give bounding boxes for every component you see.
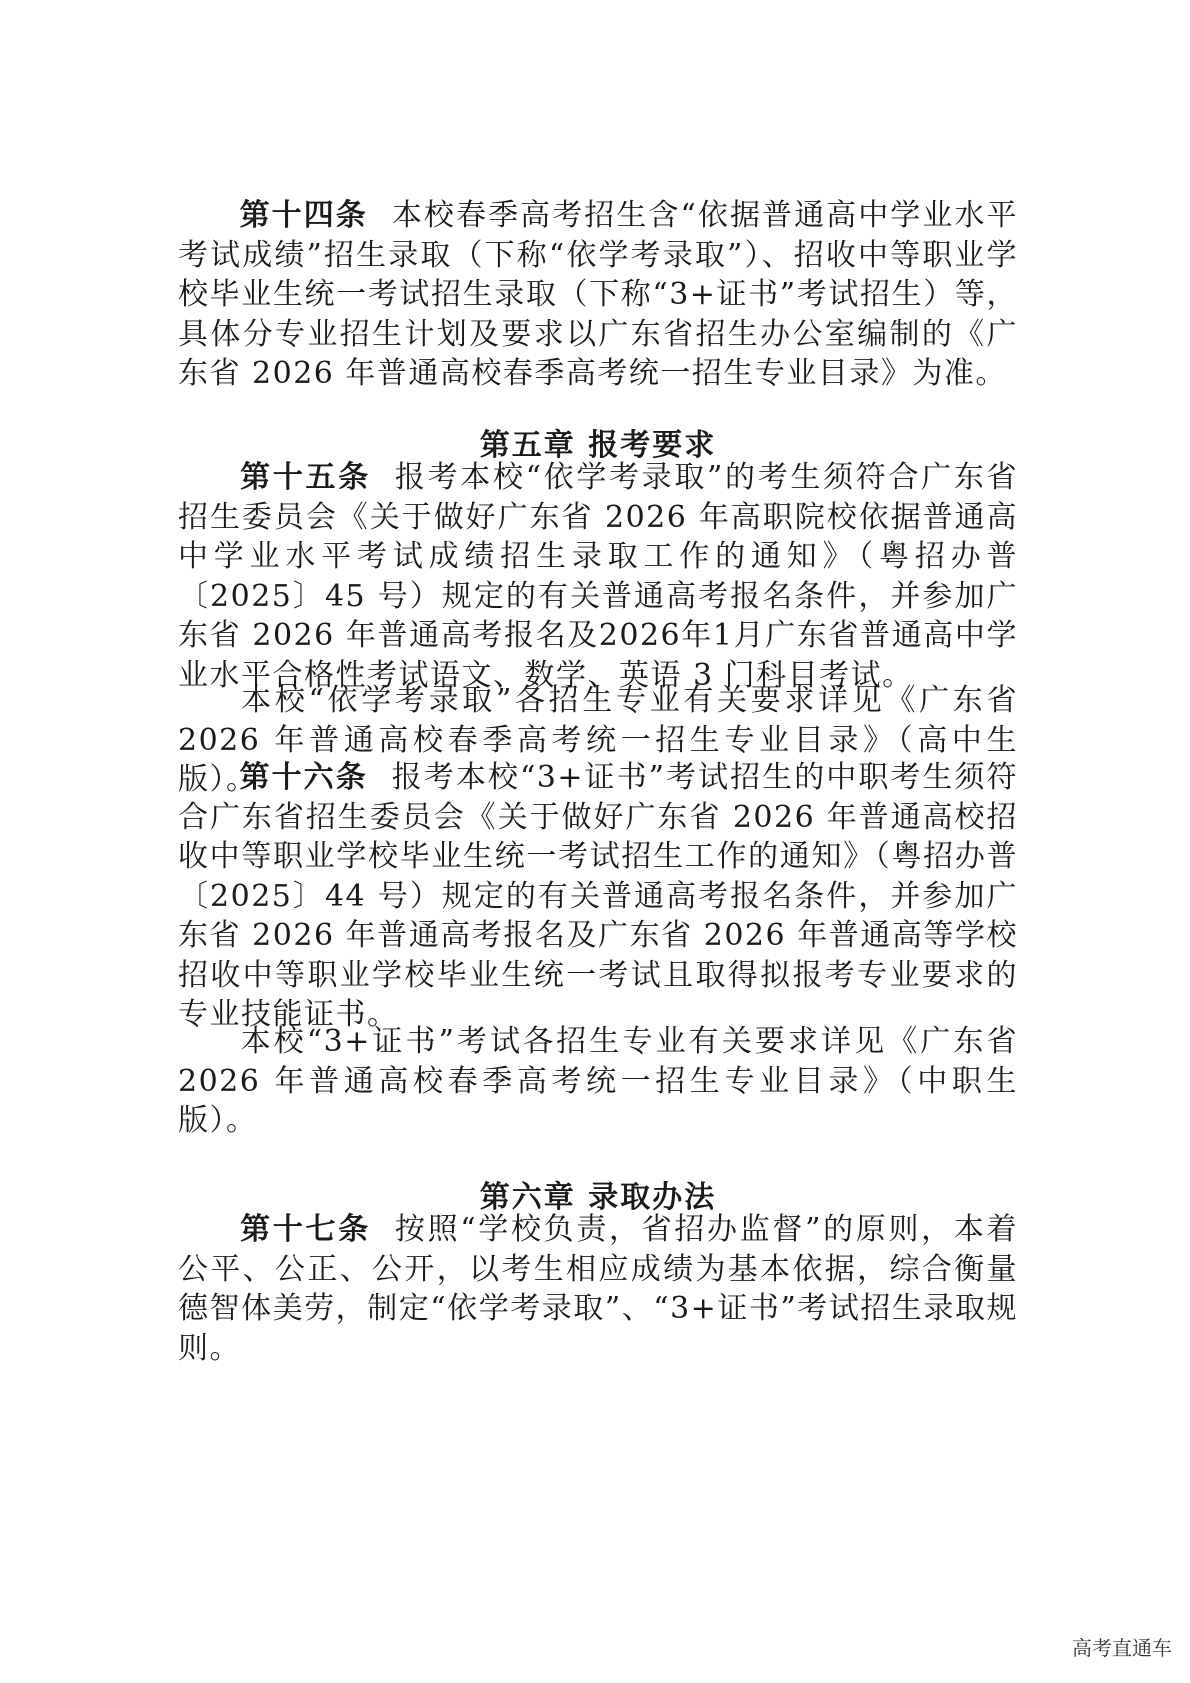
article-16-paragraph-2-text: 本校“3+证书”考试各招生专业有关要求详见《广东省 2026 年普通高校春季高考统一招生专业目录》（中职生版）。 [178,1024,1018,1138]
article-16 [178,758,1018,1035]
chapter-6-title: 第六章 录取办法 [479,1180,717,1215]
article-17-label: 第十七条 [239,1212,371,1247]
article-16-paragraph-2 [178,1022,1018,1141]
chapter-5-title: 第五章 报考要求 [479,428,717,463]
article-15 [178,458,1018,695]
article-15-paragraph-2-text: 本校“依学考录取”各招生专业有关要求详见《广东省 2026 年普通高校春季高考统一招生专业目录》（高中生版）。 [178,683,1018,797]
article-14-text: 本校春季高考招生含“依据普通高中学业水平考试成绩”招生录取（下称“依学考录取”）、招收中等职业学校毕业生统一考试招生录取（下称“3+证书”考试招生）等，具体分专业招生计划及要求以广东省招生办公室编制的《广东省 2026 年普通高校春季高考统一招生专业目录》为准。 [178,198,1019,391]
article-14-label: 第十四条 [239,198,368,233]
watermark-brand: 高考直通车 [1072,1636,1172,1660]
article-14 [178,196,1018,394]
article-16-text: 报考本校“3+证书”考试招生的中职考生须符合广东省招生委员会《关于做好广东省 2026 年普通高校招收中等职业学校毕业生统一考试招生工作的通知》（粤招办普〔2025〕44 号）规定的有关普通高考报名条件，并参加广东省 2026 年普通高考报名及广东省 2026 年普通高等学校招收中等职业学校毕业生统一考试且取得拟报考专业要求的专业技能证书。 [178,760,1019,1032]
article-15-label: 第十五条 [239,460,371,495]
article-15-text: 报考本校“依学考录取”的考生须符合广东省招生委员会《关于做好广东省 2026 年高职院校依据普通高中学业水平考试成绩招生录取工作的通知》（粤招办普〔2025〕45 号）规定的有关普通高考报名条件，并参加广东省 2026 年普通高考报名及2026年1月广东省普通高中学业水平合格性考试语文、数学、英语 3 门科目考试。 [178,460,1018,693]
article-17-text: 按照“学校负责，省招办监督”的原则，本着公平、公正、公开，以考生相应成绩为基本依据，综合衡量德智体美劳，制定“依学考录取”、“3+证书”考试招生录取规则。 [178,1212,1018,1366]
article-17 [178,1210,1018,1368]
article-16-label: 第十六条 [239,760,368,795]
